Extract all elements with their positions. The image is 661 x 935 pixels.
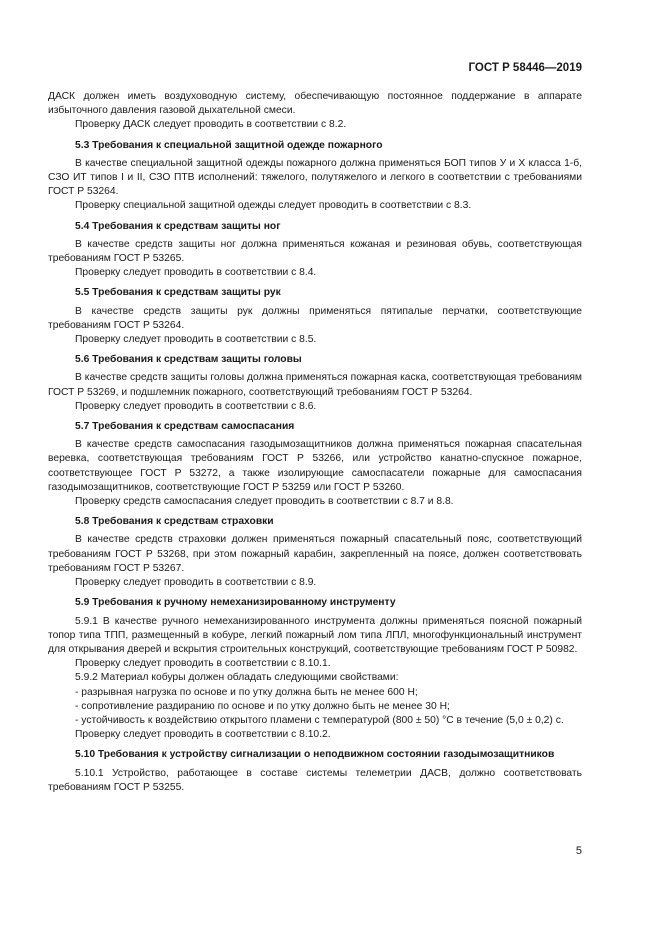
section-heading: 5.4 Требования к средствам защиты ног [75,220,281,232]
paragraph: 5.10.1 Устройство, работающее в составе системы телеметрии ДАСВ, должно соответствовать требованиям ГОСТ Р 53255. [48,767,582,793]
paragraph: - разрывная нагрузка по основе и по утку должна быть не менее 600 Н; [75,686,418,698]
paragraph: 5.9.2 Материал кобуры должен обладать следующими свойствами: [75,672,399,684]
paragraph: В качестве средств защиты рук должны применяться пятипалые перчатки, соответствующие требованиям ГОСТ Р 53264. [48,305,582,331]
section-heading: 5.6 Требования к средствам защиты головы [75,354,302,366]
section-heading: 5.5 Требования к средствам защиты рук [75,287,281,299]
paragraph: В качестве средств защиты ног должна применяться кожаная и резиновая обувь, соответствующая требованиям ГОСТ Р 53265. [48,238,582,265]
section-heading: 5.9 Требования к ручному немеханизированному инструменту [75,597,396,609]
document-page [48,0,582,935]
paragraph: - устойчивость к воздействию открытого пламени с температурой (800 ± 50) °С в течение (5,0 ± 0,2) с. [75,714,564,726]
section-heading: 5.8 Требования к средствам страховки [75,516,274,528]
paragraph: Проверку ДАСК следует проводить в соответствии с 8.2. [75,119,347,131]
page-number: 5 [575,845,582,857]
paragraph: В качестве средств страховки должен применяться пожарный спасательный пояс, соответствующий требованиям ГОСТ Р 53268, при этом пожарный карабин, закрепленный на поясе, должен соответствовать требованиям ГОСТ Р 53267. [48,534,582,574]
paragraph: 5.9.1 В качестве ручного немеханизированного инструмента должны применяться поясной пожарный топор типа ТПП, размещенный в кобуре, легкий пожарный лом типа ЛПЛ, многофункциональный инструмент для открывания дверей и вскрытия строительных конструкций, соответствующие требованиям ГОСТ Р 50982. [48,615,582,655]
paragraph: В качестве средств защиты головы должна применяться пожарная каска, соответствующая требованиям ГОСТ Р 53269, и подшлемник пожарного, соответствующий требованиям ГОСТ Р 53264. [48,372,582,398]
paragraph: - сопротивление раздиранию по основе и по утку должно быть не менее 30 Н; [75,700,450,712]
document-body [48,90,582,795]
section-heading: 5.3 Требования к специальной защитной одежде пожарного [75,139,383,151]
paragraph: Проверку специальной защитной одежды следует проводить в соответствии с 8.3. [75,200,472,212]
paragraph: Проверку следует проводить в соответствии с 8.10.2. [75,729,331,741]
paragraph: Проверку средств самоспасания следует проводить в соответствии с 8.7 и 8.8. [75,496,454,508]
paragraph: Проверку следует проводить в соответствии с 8.6. [75,400,317,412]
section-heading: 5.7 Требования к средствам самоспасания [75,421,295,433]
paragraph: В качестве специальной защитной одежды пожарного должна применяться БОП типов У и Х класса 1-б, СЗО ИТ типов I и II, СЗО ПТВ исполнений: тяжелого, полутяжелого и легкого в соответствии с требованиями ГОСТ Р 53264. [48,157,582,198]
paragraph: Проверку следует проводить в соответствии с 8.4. [75,267,317,279]
section-heading: 5.10 Требования к устройству сигнализации о неподвижном состоянии газодымозащитников [75,749,555,761]
paragraph: Проверку следует проводить в соответствии с 8.5. [75,334,317,346]
paragraph: Проверку следует проводить в соответствии с 8.10.1. [75,658,331,670]
paragraph: ДАСК должен иметь воздуховодную систему, обеспечивающую постоянное поддержание в аппарате избыточного давления газовой дыхательной смеси. [48,91,582,117]
document-header: ГОСТ Р 58446—2019 [468,62,582,74]
paragraph: Проверку следует проводить в соответствии с 8.9. [75,577,317,589]
paragraph: В качестве средств самоспасания газодымозащитников должна применяться пожарная спасательная веревка, соответствующая требованиям ГОСТ Р 53266, или устройство канатно-спускное пожарное, соответствующее ГОСТ Р 53272, а также изолирующие самоспасатели пожарные для самоспасания газодымозащитников, соответствующие ГОСТ Р 53259 или ГОСТ Р 53260. [48,439,582,493]
